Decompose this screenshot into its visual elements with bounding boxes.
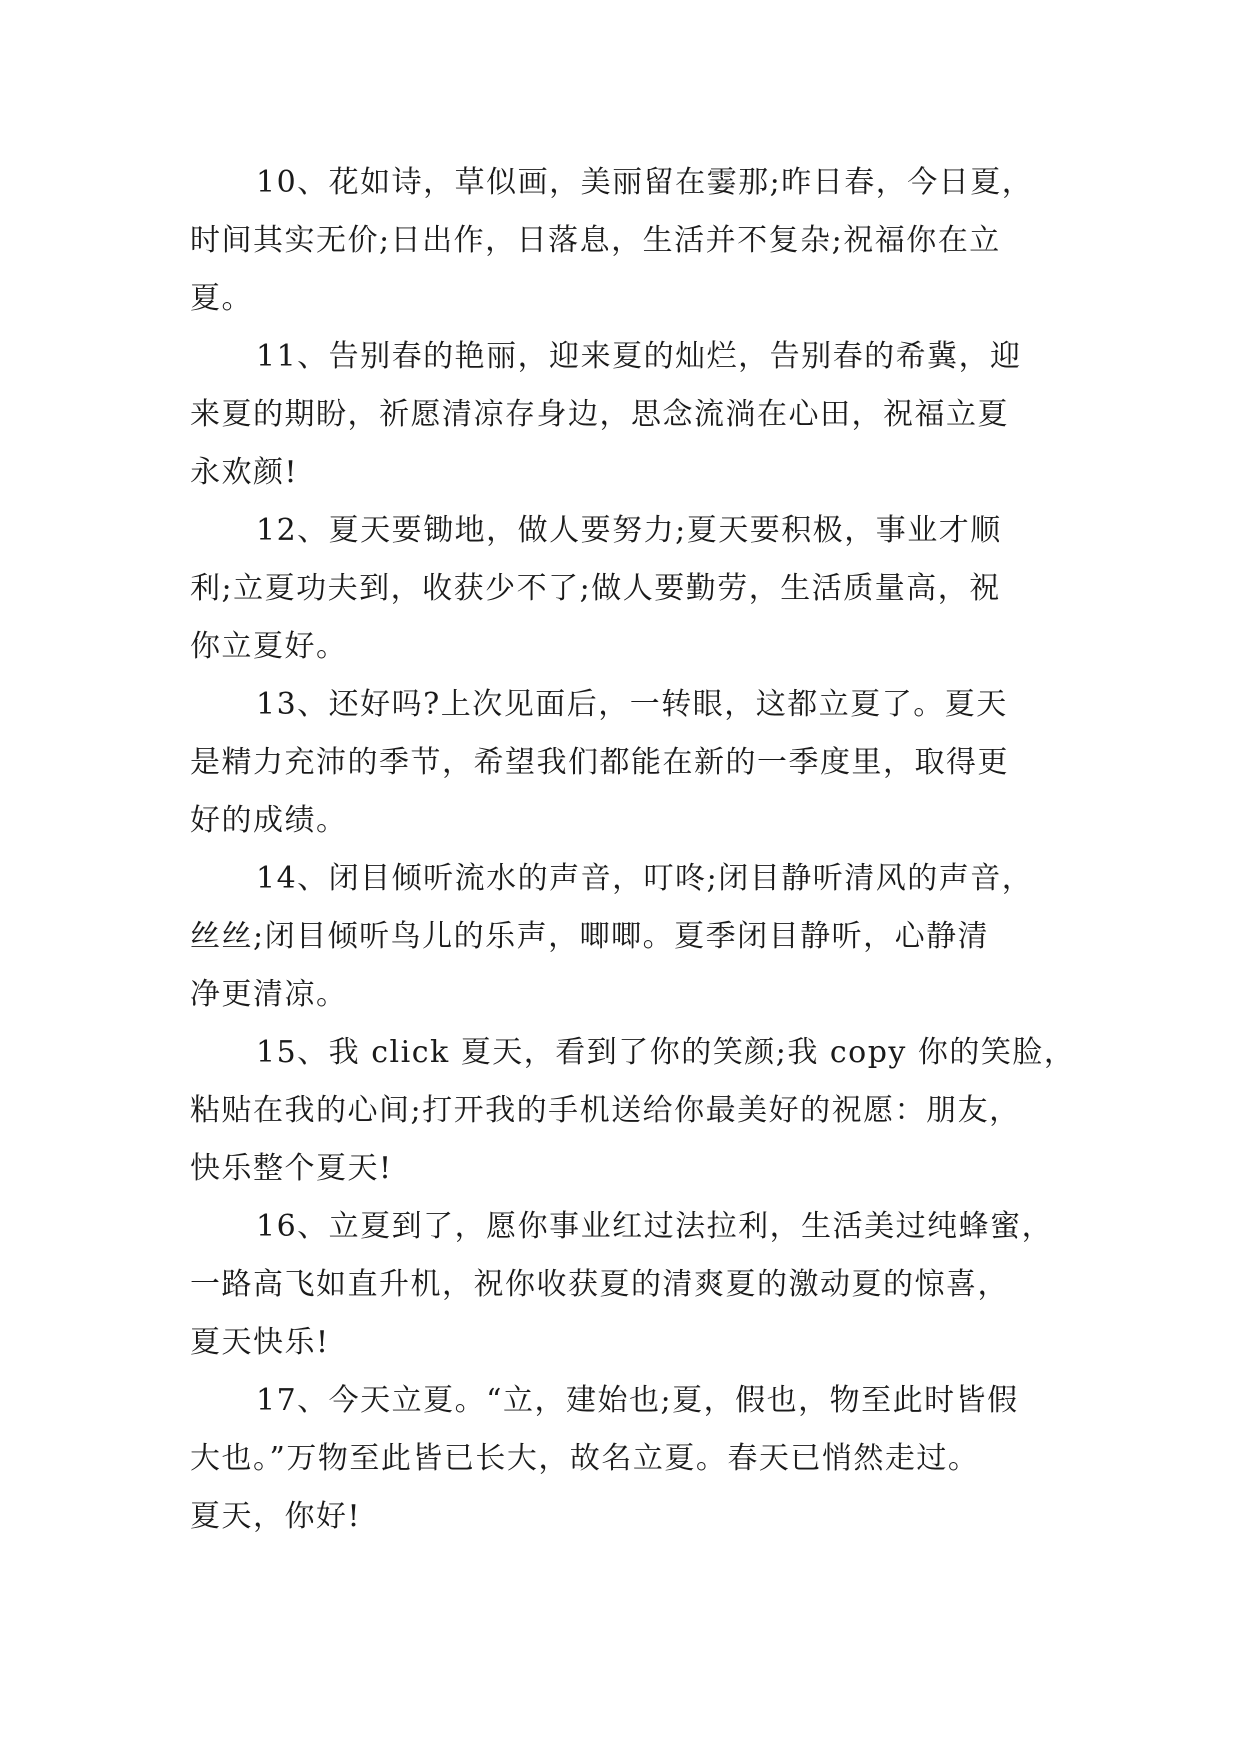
paragraph-line: 11、告别春的艳丽，迎来夏的灿烂，告别春的希冀，迎: [256, 339, 1022, 374]
document-body: [190, 154, 1076, 1546]
paragraph-line: 夏天，你好!: [190, 1499, 362, 1534]
paragraph-line: 你立夏好。: [190, 629, 348, 664]
paragraph-line: 好的成绩。: [190, 803, 348, 838]
paragraph-line: 净更清凉。: [190, 977, 348, 1012]
paragraph-line: 16、立夏到了，愿你事业红过法拉利，生活美过纯蜂蜜，: [256, 1209, 1054, 1244]
paragraph-12: [190, 502, 1070, 676]
paragraph-14: [190, 850, 1070, 1024]
paragraph-line: 17、今天立夏。“立，建始也;夏，假也，物至此时皆假: [256, 1383, 1019, 1418]
paragraph-line: 15、我 click 夏天，看到了你的笑颜;我 copy 你的笑脸，: [256, 1035, 1076, 1070]
paragraph-line: 来夏的期盼，祈愿清凉存身边，思念流淌在心田，祝福立夏: [190, 397, 1009, 432]
paragraph-line: 12、夏天要锄地，做人要努力;夏天要积极，事业才顺: [256, 513, 1002, 548]
paragraph-11: [190, 328, 1070, 502]
paragraph-17: [190, 1372, 1070, 1546]
paragraph-line: 永欢颜!: [190, 455, 299, 490]
paragraph-line: 夏天快乐!: [190, 1325, 330, 1360]
paragraph-10: [190, 154, 1070, 328]
paragraph-13: [190, 676, 1070, 850]
paragraph-16: [190, 1198, 1070, 1372]
paragraph-line: 快乐整个夏天!: [190, 1151, 393, 1186]
paragraph-line: 14、闭目倾听流水的声音，叮咚;闭目静听清风的声音，: [256, 861, 1034, 896]
paragraph-line: 10、花如诗，草似画，美丽留在霎那;昨日春，今日夏，: [256, 165, 1034, 200]
paragraph-line: 利;立夏功夫到，收获少不了;做人要勤劳，生活质量高，祝: [190, 571, 1001, 606]
paragraph-15: [190, 1024, 1076, 1198]
paragraph-line: 粘贴在我的心间;打开我的手机送给你最美好的祝愿：朋友，: [190, 1093, 1021, 1128]
paragraph-line: 丝丝;闭目倾听鸟儿的乐声，唧唧。夏季闭目静听，心静清: [190, 919, 990, 954]
paragraph-line: 时间其实无价;日出作，日落息，生活并不复杂;祝福你在立: [190, 223, 1001, 258]
paragraph-line: 是精力充沛的季节，希望我们都能在新的一季度里，取得更: [190, 745, 1009, 780]
paragraph-line: 一路高飞如直升机，祝你收获夏的清爽夏的激动夏的惊喜，: [190, 1267, 1009, 1302]
paragraph-line: 大也。”万物至此皆已长大，故名立夏。春天已悄然走过。: [190, 1441, 980, 1476]
paragraph-line: 13、还好吗?上次见面后，一转眼，这都立夏了。夏天: [256, 687, 1008, 722]
paragraph-line: 夏。: [190, 281, 253, 316]
